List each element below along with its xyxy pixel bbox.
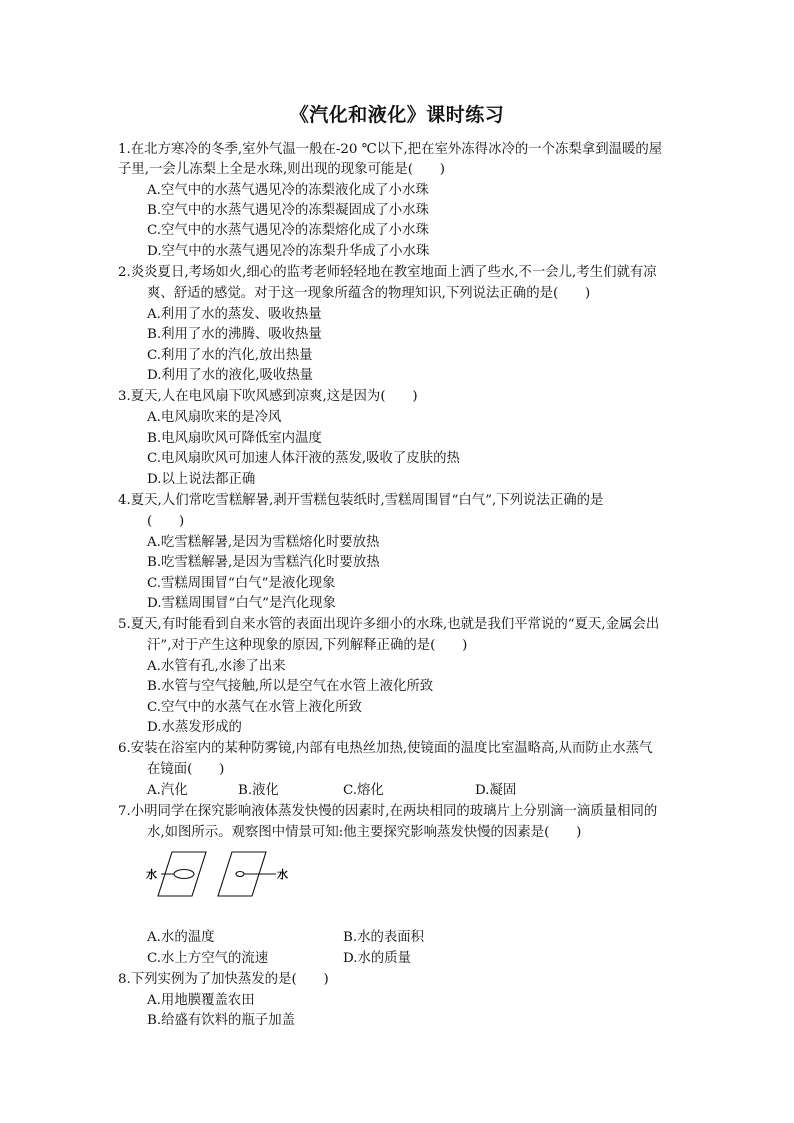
page-title: 《汽化和液化》课时练习: [289, 104, 505, 126]
q2-option-a: A.利用了水的蒸发、吸收热量: [147, 307, 322, 322]
q1-option-d: D.空气中的水蒸气遇见冷的冻梨升华成了小水珠: [147, 244, 430, 259]
q6-option-a: A.汽化: [147, 783, 188, 798]
left-water-label: 水: [146, 868, 157, 881]
q6-stem-line-2: 在镜面( ): [147, 762, 225, 777]
q8-option-b: B.给盛有饮料的瓶子加盖: [147, 1013, 296, 1028]
q5-option-c: C.空气中的水蒸气在水管上液化所致: [147, 700, 362, 715]
q3-option-b: B.电风扇吹风可降低室内温度: [147, 431, 322, 446]
q1-option-b: B.空气中的水蒸气遇见冷的冻梨凝固成了小水珠: [147, 203, 429, 218]
q7-stem-line-1: 7.小明同学在探究影响液体蒸发快慢的因素时,在两块相同的玻璃片上分别滴一滴质量相同的: [118, 804, 658, 819]
q7-option-a: A.水的温度: [147, 930, 215, 945]
q7-option-d: D.水的质量: [343, 951, 412, 966]
q1-stem-line-1: 1.在北方寒冷的冬季,室外气温一般在-20 ℃以下,把在室外冻得冰冷的一个冻梨拿到温暖的屋: [118, 142, 663, 157]
q3-option-a: A.电风扇吹来的是冷风: [147, 410, 282, 425]
q7-option-c: C.水上方空气的流速: [147, 951, 269, 966]
q1-option-a: A.空气中的水蒸气遇见冷的冻梨液化成了小水珠: [147, 183, 429, 198]
q3-stem-line-1: 3.夏天,人在电风扇下吹风感到凉爽,这是因为( ): [118, 389, 418, 404]
q4-option-a: A.吃雪糕解暑,是因为雪糕熔化时要放热: [147, 535, 380, 550]
q5-option-a: A.水管有孔,水渗了出来: [147, 659, 286, 674]
right-water-drop: [236, 872, 244, 877]
q6-option-c: C.熔化: [343, 783, 384, 798]
q5-stem-line-1: 5.夏天,有时能看到自来水管的表面出现许多细小的水珠,也就是我们平常说的“夏天,金属会出: [118, 617, 660, 632]
q6-option-d: D.凝固: [475, 783, 517, 798]
q1-stem-line-2: 子里,一会儿冻梨上全是水珠,则出现的现象可能是( ): [118, 162, 445, 177]
q2-option-d: D.利用了水的液化,吸收热量: [147, 368, 314, 383]
right-water-label: 水: [277, 868, 288, 881]
q8-option-a: A.用地膜覆盖农田: [147, 993, 255, 1008]
q4-option-b: B.吃雪糕解暑,是因为雪糕汽化时要放热: [147, 555, 380, 570]
q3-option-d: D.以上说法都正确: [147, 472, 256, 487]
q2-option-b: B.利用了水的沸腾、吸收热量: [147, 327, 322, 342]
q3-option-c: C.电风扇吹风可加速人体汗液的蒸发,吸收了皮肤的热: [147, 451, 460, 466]
q4-stem-line-1: 4.夏天,人们常吃雪糕解暑,剥开雪糕包装纸时,雪糕周围冒“白气”,下列说法正确的是: [118, 493, 604, 508]
q5-option-d: D.水蒸发形成的: [147, 720, 242, 735]
q2-stem-line-1: 2.炎炎夏日,考场如火,细心的监考老师轻轻地在教室地面上洒了些水,不一会儿,考生们就有凉: [118, 265, 657, 280]
q4-option-d: D.雪糕周围冒“白气”是汽化现象: [147, 596, 336, 611]
glass-slides-diagram: [144, 850, 304, 902]
q4-option-c: C.雪糕周围冒“白气”是液化现象: [147, 576, 336, 591]
q5-option-b: B.水管与空气接触,所以是空气在水管上液化所致: [147, 679, 434, 694]
q8-stem-line-1: 8.下列实例为了加快蒸发的是( ): [118, 972, 329, 987]
q5-stem-line-2: 汗”,对于产生这种现象的原因,下列解释正确的是( ): [147, 638, 468, 653]
q2-stem-line-2: 爽、舒适的感觉。对于这一现象所蕴含的物理知识,下列说法正确的是( ): [147, 286, 591, 301]
evaporation-figure: [144, 850, 304, 906]
q6-option-b: B.液化: [238, 783, 279, 798]
q6-stem-line-1: 6.安装在浴室内的某种防雾镜,内部有电热丝加热,使镜面的温度比室温略高,从而防止水蒸气: [118, 741, 653, 756]
q7-option-b: B.水的表面积: [343, 930, 425, 945]
left-water-drop: [174, 870, 194, 879]
q1-option-c: C.空气中的水蒸气遇见冷的冻梨熔化成了小水珠: [147, 223, 429, 238]
q7-stem-line-2: 水,如图所示。观察图中情景可知:他主要探究影响蒸发快慢的因素是( ): [147, 825, 582, 840]
q2-option-c: C.利用了水的汽化,放出热量: [147, 348, 313, 363]
q4-stem-line-2: ( ): [147, 514, 185, 529]
